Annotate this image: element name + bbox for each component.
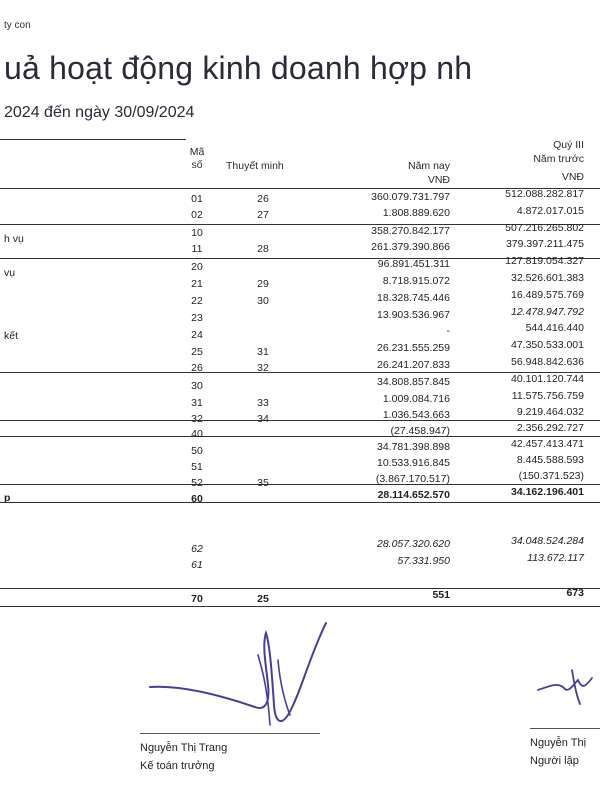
row-code: 32	[191, 413, 203, 425]
header-quarter: Quý III	[553, 139, 584, 151]
row-current: 34.808.857.845	[377, 376, 450, 388]
row-previous: 9.219.464.032	[516, 406, 584, 418]
row-label: kết	[4, 330, 19, 342]
preparer-name: Nguyễn Thị	[530, 737, 587, 749]
row-code: 51	[191, 461, 203, 473]
row-current: 261.379.390.866	[371, 241, 450, 253]
row-code: 20	[191, 261, 203, 273]
row-current: 10.533.916.845	[377, 457, 450, 469]
row-code: 40	[191, 428, 203, 440]
row-previous: 34.162.196.401	[511, 486, 584, 498]
row-current: 18.328.745.446	[377, 292, 450, 304]
row-note: 34	[257, 413, 269, 425]
header-current-year: Năm nay	[407, 160, 450, 172]
row-note: 25	[257, 593, 269, 605]
signature-line	[530, 728, 600, 729]
row-code: 21	[191, 278, 203, 290]
header-code-text: Mã số	[189, 146, 205, 171]
row-previous: 113.672.117	[527, 552, 584, 564]
row-current: 26.231.555.259	[377, 342, 450, 354]
preparer-signature	[530, 660, 600, 710]
row-current: 358.270.842.177	[371, 225, 450, 237]
accountant-role: Kế toán trưởng	[140, 760, 215, 772]
row-code: 62	[191, 543, 203, 555]
row-code: 10	[191, 227, 203, 239]
row-previous: 512.088.282.817	[505, 188, 584, 200]
row-note: 26	[257, 193, 269, 205]
row-current: 13.903.536.967	[377, 309, 450, 321]
row-current: (27.458.947)	[390, 425, 450, 437]
row-current: 551	[432, 589, 450, 601]
rule	[0, 139, 186, 140]
report-period: 2024 đến ngày 30/09/2024	[4, 104, 195, 121]
row-code: 24	[191, 329, 203, 341]
header-code	[186, 146, 208, 172]
row-previous: 56.948.842.636	[511, 356, 584, 368]
row-current: 1.808.889.620	[382, 207, 450, 219]
row-previous: 2.356.292.727	[516, 422, 584, 434]
accountant-name: Nguyễn Thị Trang	[140, 742, 228, 754]
row-previous: 47.350.533.001	[511, 339, 584, 351]
row-code: 23	[191, 312, 203, 324]
row-current: 26.241.207.833	[377, 359, 450, 371]
row-previous: 42.457.413.471	[511, 438, 584, 450]
row-code: 01	[191, 193, 203, 205]
row-current: 1.036.543.663	[382, 409, 450, 421]
row-code: 11	[191, 243, 203, 255]
row-code: 26	[191, 362, 203, 374]
row-previous: 8.445.588.593	[516, 454, 584, 466]
report-title: uả hoạt động kinh doanh hợp nh	[4, 50, 473, 86]
rule	[0, 436, 600, 437]
row-code: 70	[191, 593, 203, 605]
row-previous: 16.489.575.769	[511, 289, 584, 301]
row-code: 25	[191, 346, 203, 358]
row-label: p	[4, 492, 11, 504]
accountant-signature	[140, 615, 340, 745]
rule	[0, 420, 600, 421]
row-previous: 12.478.947.792	[511, 306, 584, 318]
row-code: 30	[191, 380, 203, 392]
row-previous: (150.371.523)	[518, 470, 584, 482]
row-note: 31	[257, 346, 269, 358]
row-current: 28.057.320.620	[377, 538, 450, 550]
rule	[0, 484, 600, 485]
row-current: 34.781.398.898	[377, 441, 450, 453]
header-currency-current: VNĐ	[427, 174, 450, 186]
row-code: 50	[191, 445, 203, 457]
row-note: 35	[257, 477, 269, 489]
row-previous: 507.216.265.802	[505, 222, 584, 234]
row-previous: 32.526.601.383	[511, 272, 584, 284]
row-label: h vụ	[4, 233, 24, 245]
row-current: 57.331.950	[397, 555, 450, 567]
row-previous: 127.819.054.327	[505, 255, 584, 267]
row-current: 96.891.451.311	[377, 258, 450, 270]
company-subtitle: ty con	[4, 20, 31, 31]
row-note: 32	[257, 362, 269, 374]
row-current: 1.009.084.716	[382, 393, 450, 405]
header-currency-previous: VNĐ	[561, 171, 584, 183]
row-label: vụ	[4, 267, 16, 279]
row-previous: 379.397.211.475	[505, 238, 584, 250]
row-current: 360.079.731.797	[371, 191, 450, 203]
row-note: 30	[257, 295, 269, 307]
row-current: 28.114.652.570	[377, 489, 450, 501]
row-previous: 11.575.756.759	[511, 390, 584, 402]
header-previous-year: Năm trước	[533, 153, 584, 165]
signature-line	[140, 733, 320, 734]
rule	[0, 606, 600, 607]
preparer-role: Người lập	[530, 755, 579, 767]
row-previous: 673	[566, 587, 584, 599]
header-note: Thuyết minh	[226, 160, 284, 172]
rule	[0, 502, 600, 503]
row-previous: 40.101.120.744	[511, 373, 584, 385]
row-note: 27	[257, 209, 269, 221]
row-current: (3.867.170.517)	[375, 473, 450, 485]
row-code: 22	[191, 295, 203, 307]
row-code: 02	[191, 209, 203, 221]
row-previous: 4.872.017.015	[516, 205, 584, 217]
row-code: 52	[191, 477, 203, 489]
row-note: 33	[257, 397, 269, 409]
row-note: 29	[257, 278, 269, 290]
row-current: 8.718.915.072	[382, 275, 450, 287]
row-code: 31	[191, 397, 203, 409]
row-note: 28	[257, 243, 269, 255]
row-previous: 544.416.440	[525, 322, 584, 334]
row-code: 60	[191, 493, 203, 505]
row-previous: 34.048.524.284	[511, 535, 584, 547]
row-code: 61	[191, 559, 203, 571]
row-current: -	[446, 325, 450, 337]
